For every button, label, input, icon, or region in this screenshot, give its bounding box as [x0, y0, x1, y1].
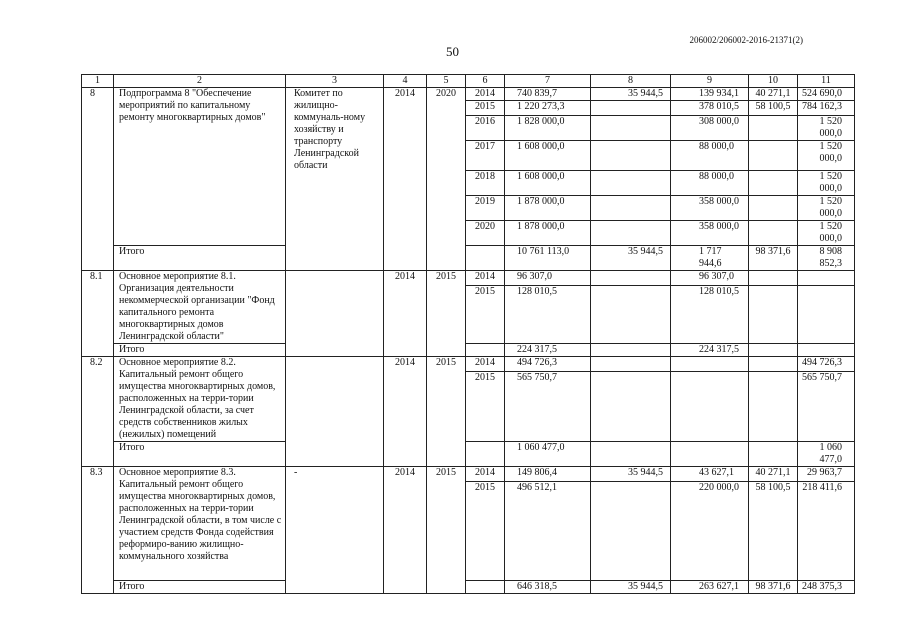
row-number: 8.3 [82, 467, 114, 594]
regional-amount: 220 000,0 [671, 482, 749, 581]
financing-year: 2015 [466, 372, 505, 442]
financing-year: 2014 [466, 467, 505, 482]
local-amount [749, 344, 798, 357]
regional-amount: 358 000,0 [671, 196, 749, 221]
federal-amount [591, 221, 671, 246]
table-row [82, 88, 855, 101]
responsible-executor [286, 357, 384, 467]
other-sources-amount: 8 908 852,3 [798, 246, 855, 271]
financing-year: 2017 [466, 141, 505, 171]
start-year: 2014 [384, 271, 427, 357]
other-sources-amount: 1 520 000,0 [798, 221, 855, 246]
column-header-2: 2 [114, 75, 286, 88]
other-sources-amount: 1 520 000,0 [798, 141, 855, 171]
budget-table [81, 74, 855, 594]
column-header-row [82, 75, 855, 88]
federal-amount [591, 141, 671, 171]
end-year: 2015 [427, 357, 466, 467]
other-sources-amount: 494 726,3 [798, 357, 855, 372]
regional-amount: 358 000,0 [671, 221, 749, 246]
measure-description: Основное мероприятие 8.2. Капитальный ремонт общего имущества многоквартирных домов, расположенных на терри-тории Ленинградской области, за счет средств собственников жилых (нежилых) помещений [114, 357, 286, 442]
column-header-9: 9 [671, 75, 749, 88]
total-amount: 565 750,7 [505, 372, 591, 442]
total-label: Итого [114, 246, 286, 271]
other-sources-amount: 1 060 477,0 [798, 442, 855, 467]
total-amount: 1 608 000,0 [505, 171, 591, 196]
total-amount: 224 317,5 [505, 344, 591, 357]
financing-year: 2015 [466, 101, 505, 116]
federal-amount [591, 482, 671, 581]
responsible-executor: - [286, 467, 384, 594]
column-header-11: 11 [798, 75, 855, 88]
row-number: 8.1 [82, 271, 114, 357]
total-amount: 1 878 000,0 [505, 196, 591, 221]
federal-amount [591, 171, 671, 196]
regional-amount: 224 317,5 [671, 344, 749, 357]
column-header-3: 3 [286, 75, 384, 88]
federal-amount [591, 344, 671, 357]
federal-amount [591, 101, 671, 116]
total-amount: 128 010,5 [505, 286, 591, 344]
financing-year: 2014 [466, 357, 505, 372]
regional-amount: 96 307,0 [671, 271, 749, 286]
local-amount: 58 100,5 [749, 101, 798, 116]
regional-amount: 128 010,5 [671, 286, 749, 344]
total-label: Итого [114, 442, 286, 467]
total-year-empty [466, 442, 505, 467]
local-amount: 98 371,6 [749, 581, 798, 594]
total-row [82, 246, 855, 271]
table-body [82, 75, 855, 594]
column-header-1: 1 [82, 75, 114, 88]
column-header-6: 6 [466, 75, 505, 88]
federal-amount [591, 116, 671, 141]
responsible-executor [286, 271, 384, 357]
measure-description: Основное мероприятие 8.1. Организация деятельности некоммерческой организации "Фонд капитального ремонта многоквартирных домов Ленинградской области" [114, 271, 286, 344]
local-amount: 58 100,5 [749, 482, 798, 581]
federal-amount [591, 372, 671, 442]
total-year-empty [466, 581, 505, 594]
local-amount [749, 286, 798, 344]
regional-amount: 378 010,5 [671, 101, 749, 116]
financing-year: 2018 [466, 171, 505, 196]
local-amount: 40 271,1 [749, 467, 798, 482]
total-amount: 1 220 273,3 [505, 101, 591, 116]
start-year: 2014 [384, 357, 427, 467]
other-sources-amount [798, 344, 855, 357]
end-year: 2020 [427, 88, 466, 271]
total-amount: 96 307,0 [505, 271, 591, 286]
page-number: 50 [446, 44, 459, 59]
local-amount [749, 116, 798, 141]
measure-description: Основное мероприятие 8.3. Капитальный ремонт общего имущества многоквартирных домов, расположенных на терри-тории Ленинградской области, в том числе с участием средств Фонда содействия реформиро-ванию жилищно-коммунального хозяйства [114, 467, 286, 581]
federal-amount: 35 944,5 [591, 88, 671, 101]
total-year-empty [466, 344, 505, 357]
other-sources-amount: 1 520 000,0 [798, 196, 855, 221]
local-amount [749, 372, 798, 442]
total-amount: 646 318,5 [505, 581, 591, 594]
other-sources-amount: 218 411,6 [798, 482, 855, 581]
financing-year: 2015 [466, 286, 505, 344]
federal-amount [591, 286, 671, 344]
row-number: 8 [82, 88, 114, 271]
other-sources-amount: 1 520 000,0 [798, 171, 855, 196]
responsible-executor: Комитет по жилищно-коммуналь-ному хозяйству и транспорту Ленинградской области [286, 88, 384, 271]
column-header-10: 10 [749, 75, 798, 88]
financing-year: 2016 [466, 116, 505, 141]
total-amount: 740 839,7 [505, 88, 591, 101]
regional-amount [671, 442, 749, 467]
regional-amount [671, 357, 749, 372]
regional-amount: 139 934,1 [671, 88, 749, 101]
total-label: Итого [114, 344, 286, 357]
local-amount [749, 171, 798, 196]
total-row [82, 344, 855, 357]
local-amount [749, 271, 798, 286]
federal-amount [591, 196, 671, 221]
federal-amount: 35 944,5 [591, 467, 671, 482]
document-id: 206002/206002-2016-21371(2) [689, 35, 803, 45]
other-sources-amount: 248 375,3 [798, 581, 855, 594]
local-amount [749, 357, 798, 372]
total-amount: 1 878 000,0 [505, 221, 591, 246]
local-amount: 40 271,1 [749, 88, 798, 101]
regional-amount: 43 627,1 [671, 467, 749, 482]
total-year-empty [466, 246, 505, 271]
local-amount [749, 196, 798, 221]
financing-year: 2014 [466, 88, 505, 101]
other-sources-amount: 565 750,7 [798, 372, 855, 442]
column-header-5: 5 [427, 75, 466, 88]
regional-amount: 88 000,0 [671, 141, 749, 171]
regional-amount: 263 627,1 [671, 581, 749, 594]
financing-year: 2019 [466, 196, 505, 221]
financing-year: 2020 [466, 221, 505, 246]
total-amount: 496 512,1 [505, 482, 591, 581]
regional-amount: 1 717 944,6 [671, 246, 749, 271]
total-amount: 10 761 113,0 [505, 246, 591, 271]
other-sources-amount: 29 963,7 [798, 467, 855, 482]
regional-amount: 88 000,0 [671, 171, 749, 196]
total-amount: 1 608 000,0 [505, 141, 591, 171]
financing-year: 2014 [466, 271, 505, 286]
total-amount: 1 828 000,0 [505, 116, 591, 141]
federal-amount [591, 442, 671, 467]
row-number: 8.2 [82, 357, 114, 467]
table-row [82, 357, 855, 372]
total-row [82, 581, 855, 594]
total-amount: 1 060 477,0 [505, 442, 591, 467]
total-amount: 149 806,4 [505, 467, 591, 482]
table-row [82, 467, 855, 482]
federal-amount [591, 271, 671, 286]
other-sources-amount [798, 271, 855, 286]
other-sources-amount: 1 520 000,0 [798, 116, 855, 141]
financing-year: 2015 [466, 482, 505, 581]
regional-amount [671, 372, 749, 442]
federal-amount: 35 944,5 [591, 246, 671, 271]
regional-amount: 308 000,0 [671, 116, 749, 141]
federal-amount [591, 357, 671, 372]
local-amount: 98 371,6 [749, 246, 798, 271]
measure-description: Подпрограмма 8 "Обеспечение мероприятий по капитальному ремонту многоквартирных домов" [114, 88, 286, 246]
start-year: 2014 [384, 88, 427, 271]
local-amount [749, 442, 798, 467]
local-amount [749, 141, 798, 171]
federal-amount: 35 944,5 [591, 581, 671, 594]
total-row [82, 442, 855, 467]
other-sources-amount: 524 690,0 [798, 88, 855, 101]
end-year: 2015 [427, 467, 466, 594]
start-year: 2014 [384, 467, 427, 594]
total-label: Итого [114, 581, 286, 594]
other-sources-amount: 784 162,3 [798, 101, 855, 116]
column-header-7: 7 [505, 75, 591, 88]
end-year: 2015 [427, 271, 466, 357]
other-sources-amount [798, 286, 855, 344]
column-header-8: 8 [591, 75, 671, 88]
table-row [82, 271, 855, 286]
local-amount [749, 221, 798, 246]
column-header-4: 4 [384, 75, 427, 88]
total-amount: 494 726,3 [505, 357, 591, 372]
